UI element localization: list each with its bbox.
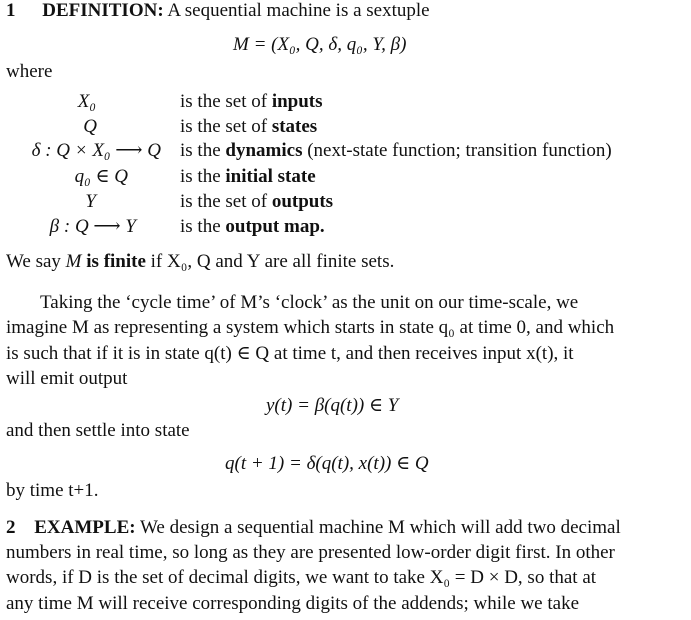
example-line: any time M will receive corresponding digits of the addends; while we take (6, 593, 580, 614)
component-symbol: Q (83, 116, 97, 137)
component-description: is the initial state (180, 166, 316, 187)
component-description: is the set of inputs (180, 91, 323, 112)
paragraph-line: Taking the ‘cycle time’ of M’s ‘clock’ as the unit on our time-scale, we (40, 292, 579, 313)
component-description: is the set of states (180, 116, 318, 137)
paragraph-line: will emit output (6, 368, 128, 389)
paragraph-line: imagine M as representing a system which starts in state q₀ at time 0, and which (6, 317, 615, 338)
component-symbol: Y (85, 191, 96, 212)
where-label: where (6, 61, 53, 82)
component-symbol: q₀ ∈ Q (74, 166, 128, 187)
component-description: is the set of outputs (180, 191, 334, 212)
component-symbol: X₀ (77, 91, 96, 112)
settle-text: and then settle into state (6, 420, 190, 441)
component-symbol: β : Q ⟶ Y (49, 216, 136, 237)
example-label: EXAMPLE: (34, 517, 136, 538)
definition-heading-line (6, 0, 430, 22)
paragraph-line: is such that if it is in state q(t) ∈ Q at time t, and then receives input x(t), it (6, 343, 574, 364)
definition-text: A sequential machine is a sextuple (167, 0, 430, 21)
example-line: numbers in real time, so long as they are presented low-order digit first. In other (6, 542, 615, 563)
component-description: is the output map. (180, 216, 325, 237)
example-text: We design a sequential machine M which will add two decimal (140, 517, 621, 538)
component-symbol: δ : Q × X₀ ⟶ Q (31, 140, 161, 161)
finite-statement: We say M is finite if X₀, Q and Y are all finite sets. (6, 251, 395, 272)
state-equation: q(t + 1) = δ(q(t), x(t)) ∈ Q (225, 453, 429, 474)
by-time-text: by time t+1. (6, 480, 99, 501)
component-description: is the dynamics (next-state function; transition function) (180, 140, 612, 161)
output-equation: y(t) = β(q(t)) ∈ Y (266, 395, 399, 416)
definition-label: DEFINITION: (42, 0, 164, 21)
definition-number: 1 (6, 0, 16, 21)
example-number: 2 (6, 517, 16, 538)
example-heading-line (6, 517, 621, 539)
sextuple-formula: M = (X₀, Q, δ, q₀, Y, β) (233, 34, 407, 55)
example-line: words, if D is the set of decimal digits, we want to take X₀ = D × D, so that at (6, 567, 597, 588)
